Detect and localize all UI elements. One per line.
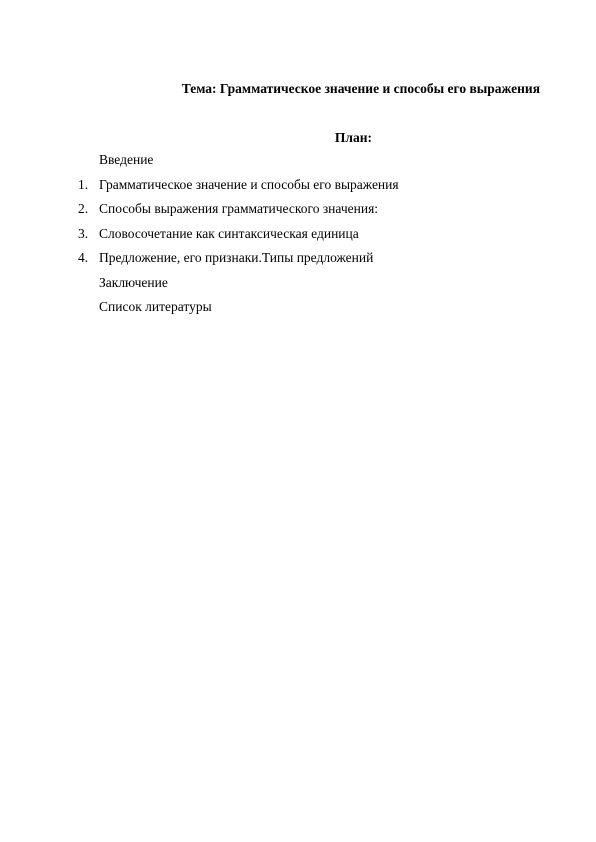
plan-item-text: Словосочетание как синтаксическая единица <box>99 225 359 241</box>
plan-item-number: 4. <box>78 250 89 265</box>
plan-item-number <box>78 274 99 299</box>
plan-item-text: Грамматическое значение и способы его выражения <box>99 176 399 192</box>
plan-heading: План: <box>334 130 372 145</box>
plan-item-text: Предложение, его признаки.Типы предложений <box>99 250 374 265</box>
plan-item-conclusion <box>78 274 538 299</box>
plan-item-2 <box>78 200 538 225</box>
plan-item-text: Список литературы <box>99 299 212 314</box>
plan-item-number: 1. <box>78 176 89 192</box>
plan-item-number <box>78 298 99 323</box>
plan-item-text: Способы выражения грамматического значения: <box>99 201 379 216</box>
plan-item-1 <box>78 176 538 201</box>
plan-item-introduction <box>78 151 538 176</box>
plan-item-text: Заключение <box>99 274 168 290</box>
plan-item-number: 2. <box>78 201 89 216</box>
plan-item-number: 3. <box>78 225 89 241</box>
plan-item-3 <box>78 225 538 250</box>
plan-item-4 <box>78 249 538 274</box>
plan-item-text: Введение <box>99 152 154 167</box>
plan-item-number <box>78 151 99 176</box>
plan-list <box>78 151 538 323</box>
plan-item-references <box>78 298 538 323</box>
document-title: Тема: Грамматическое значение и способы его выражения <box>181 81 540 96</box>
